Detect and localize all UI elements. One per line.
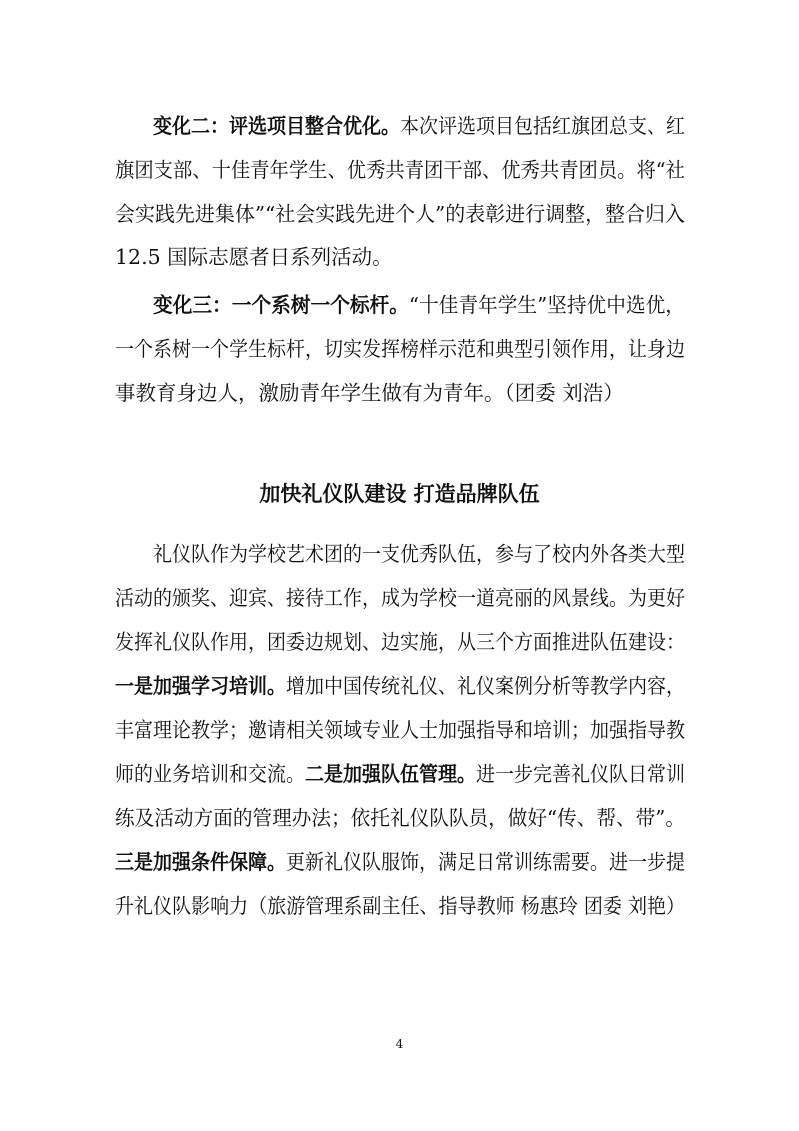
- text-line: [153, 291, 685, 319]
- bold-lead: 变化二：评选项目整合优化。: [153, 114, 400, 138]
- text-line: [115, 760, 685, 788]
- text-line: 12.5 国际志愿者日系列活动。: [115, 245, 393, 269]
- bold-lead: 二是加强队伍管理。: [305, 762, 476, 786]
- text-line: 礼仪队作为学校艺术团的一支优秀队伍，参与了校内外各类大型: [153, 542, 685, 566]
- text-span: “十佳青年学生”坚持优中选优，: [408, 293, 685, 317]
- bold-lead: 变化三：一个系树一个标杆。: [153, 293, 409, 317]
- text-line: 旗团支部、十佳青年学生、优秀共青团干部、优秀共青团员。将“社: [115, 158, 685, 182]
- bold-lead: 三是加强条件保障。: [115, 850, 286, 874]
- text-span: 本次评选项目包括红旗团总支、红: [400, 114, 685, 138]
- text-line: 事教育身边人，激励青年学生做有为青年。（团委 刘浩）: [115, 381, 624, 405]
- text-line: 活动的颁奖、迎宾、接待工作，成为学校一道亮丽的风景线。为更好: [115, 586, 685, 610]
- text-line: 丰富理论教学；邀请相关领域专业人士加强指导和培训；加强指导教: [115, 718, 685, 742]
- text-span: 增加中国传统礼仪、礼仪案例分析等教学内容，: [286, 674, 685, 698]
- text-line: 升礼仪队影响力（旅游管理系副主任、指导教师 杨惠玲 团委 刘艳）: [115, 894, 686, 918]
- section-title: 加快礼仪队建设 打造品牌队伍: [259, 482, 540, 506]
- text-line: [115, 848, 685, 876]
- page-number: 4: [395, 1037, 404, 1051]
- text-line: 会实践先进集体”“社会实践先进个人”的表彰进行调整，整合归入: [115, 202, 685, 226]
- text-line: 一个系树一个学生标杆，切实发挥榜样示范和典型引领作用，让身边: [115, 337, 685, 361]
- text-span: 进一步完善礼仪队日常训: [476, 762, 685, 786]
- text-span: 更新礼仪队服饰，满足日常训练需要。进一步提: [286, 850, 685, 874]
- text-line: 发挥礼仪队作用，团委边规划、边实施，从三个方面推进队伍建设：: [115, 630, 685, 654]
- text-line: 练及活动方面的管理办法；依托礼仪队队员，做好“传、帮、带”。: [115, 806, 685, 830]
- text-line: [153, 112, 685, 140]
- text-line: [115, 672, 685, 700]
- bold-lead: 一是加强学习培训。: [115, 674, 286, 698]
- text-span: 师的业务培训和交流。: [115, 762, 305, 786]
